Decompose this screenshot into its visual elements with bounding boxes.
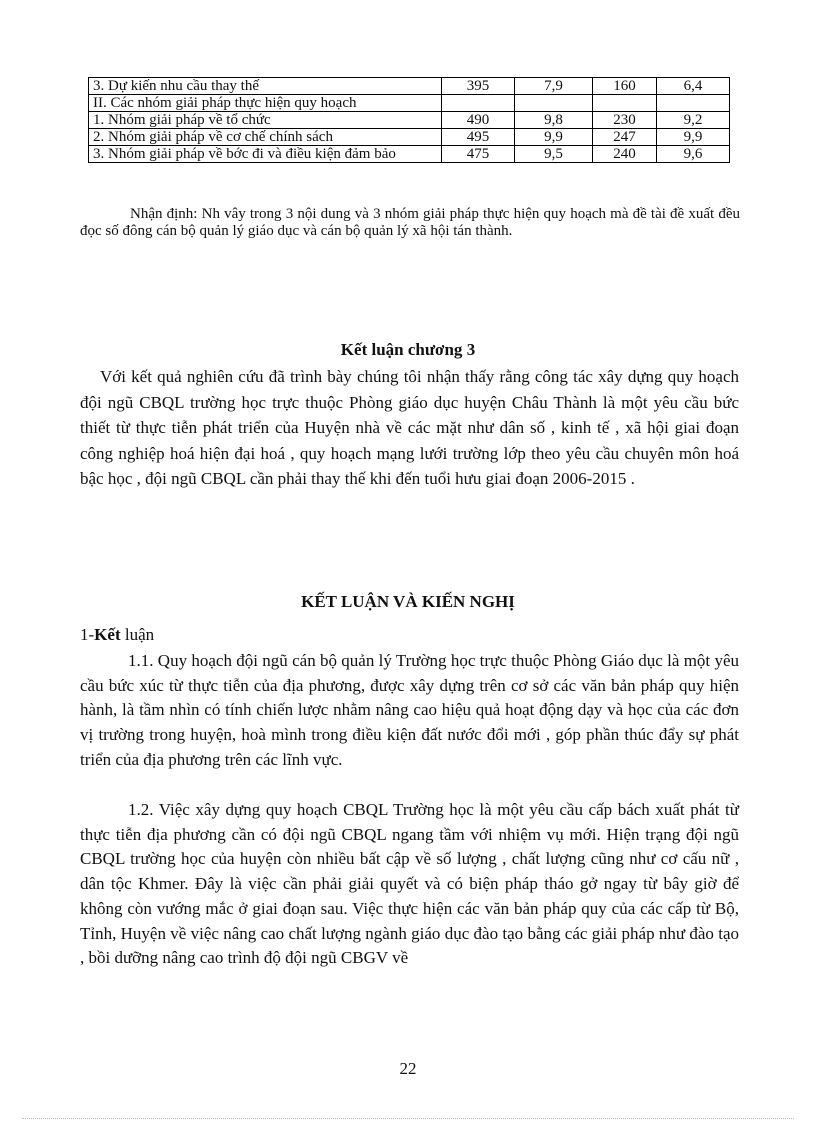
table-cell: 495	[442, 129, 515, 146]
subsection-heading-bold: Kết	[94, 625, 121, 644]
table-cell: 9,2	[657, 112, 730, 129]
table-cell: 9,8	[515, 112, 593, 129]
chapter-conclusion-title	[0, 340, 816, 360]
table-cell-label: 1. Nhóm giải pháp về tổ chức	[89, 112, 442, 129]
assessment-note: Nhận định: Nh vây trong 3 nội dung và 3 nhóm giải pháp thực hiện quy hoạch mà đề tài đề xuất đều đọc số đông cán bộ quản lý giáo dục và cán bộ quản lý xã hội tán thành.	[80, 206, 740, 239]
table-cell: 9,5	[515, 146, 593, 163]
body-paragraph: 1.2. Việc xây dựng quy hoạch CBQL Trường học là một yêu cầu cấp bách xuất phát từ thực tiễn địa phương cần có đội ngũ CBQL ngang tầm với nhiệm vụ mới. Hiện trạng đội ngũ CBQL trường học của huyện còn nhiều bất cập về số lượng , chất lượng cũng như cơ cấu nữ , dân tộc Khmer. Đây là việc cần phải giải quyết và có biện pháp tháo gở ngay từ bây giờ để không còn vướng mắc ở giai đoạn sau. Việc thực hiện các văn bản pháp quy của các cấp từ Bộ, Tỉnh, Huyện về việc nâng cao chất lượng ngành giáo dục đào tạo bằng các giải pháp như đào tạo , bồi dưỡng nâng cao trình độ đội ngũ CBGV về	[80, 800, 739, 968]
table-cell: 9,9	[657, 129, 730, 146]
subsection-heading	[80, 625, 154, 645]
table-cell-label: II. Các nhóm giải pháp thực hiện quy hoạch	[89, 95, 442, 112]
table-cell-label: 2. Nhóm giải pháp về cơ chế chính sách	[89, 129, 442, 146]
body-paragraph: 1.1. Quy hoạch đội ngũ cán bộ quản lý Trường học trực thuộc Phòng Giáo dục là một yêu cầu bức xúc từ thực tiễn của địa phương, được xây dựng trên cơ sở các văn bản pháp quy hiện hành, là tầm nhìn có tính chiến lược nhằm nâng cao hiệu quả hoạt động dạy và học của các đơn vị trường trong huyện, hoà mình trong điều kiện đất nước đổi mới , góp phần thúc đẩy sự phát triển của địa phương trên các lĩnh vực.	[80, 651, 739, 769]
footer-divider	[22, 1118, 794, 1119]
table-cell	[593, 95, 657, 112]
table-cell: 9,6	[657, 146, 730, 163]
table-cell: 160	[593, 78, 657, 95]
chapter-number: 3	[466, 340, 476, 359]
chapter-conclusion-paragraph: Với kết quả nghiên cứu đã trình bày chúng tôi nhận thấy rằng công tác xây dựng quy hoạch đội ngũ CBQL trường học trực thuộc Phòng giáo dục huyện Châu Thành là một yêu cầu bức thiết từ thực tiễn phát triển của Huyện nhà về các mặt như dân số , kinh tế , xã hội giai đoạn công nghiệp hoá hiện đại hoá , quy hoạch mạng lưới trường lớp theo yêu cầu chuyên môn hoá bậc học , đội ngũ CBQL cần phải thay thế khi đến tuổi hưu giai đoạn 2006-2015 .	[80, 367, 739, 488]
chapter-conclusion-title-text: Kết luận chương	[340, 340, 467, 359]
table-row	[89, 129, 730, 146]
table-cell: 475	[442, 146, 515, 163]
section-title: KẾT LUẬN VÀ KIẾN NGHỊ	[301, 592, 515, 611]
subsection-heading-rest: luận	[120, 625, 155, 644]
table-cell: 240	[593, 146, 657, 163]
table-cell-label: 3. Nhóm giải pháp về bớc đi và điều kiện đảm bảo	[89, 146, 442, 163]
table-cell	[515, 95, 593, 112]
survey-results-table	[88, 77, 730, 163]
subsection-heading-prefix: 1-	[80, 625, 95, 644]
page-number: 22	[399, 1059, 417, 1078]
table-cell	[657, 95, 730, 112]
table-cell: 490	[442, 112, 515, 129]
table-cell: 247	[593, 129, 657, 146]
table-row	[89, 78, 730, 95]
table-cell: 230	[593, 112, 657, 129]
table-cell	[442, 95, 515, 112]
table-row	[89, 112, 730, 129]
table-cell-label: 3. Dự kiến nhu cầu thay thế	[89, 78, 442, 95]
table-cell: 395	[442, 78, 515, 95]
table-cell: 7,9	[515, 78, 593, 95]
table-row	[89, 95, 730, 112]
table-row	[89, 146, 730, 163]
table-cell: 6,4	[657, 78, 730, 95]
table-cell: 9,9	[515, 129, 593, 146]
